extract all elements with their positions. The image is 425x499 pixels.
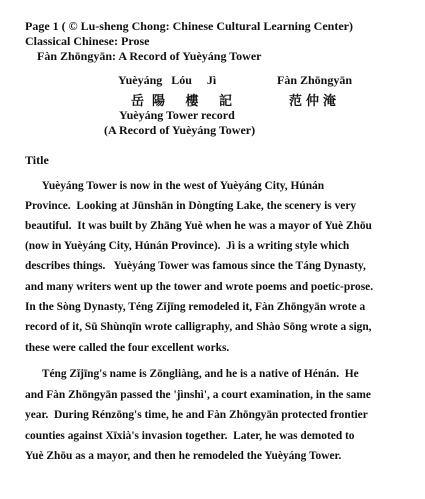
document-title: Fàn Zhōngyān: A Record of Yuèyáng Tower: [37, 49, 262, 63]
text-line: record of it, Sū Shùnqīn wrote calligraphy, and Shào Sōng wrote a sign,: [25, 321, 372, 333]
section-label: Title: [25, 153, 49, 167]
text-line: and many writers went up the tower and wrote poems and poetic-prose.: [25, 281, 374, 293]
text-line: Yuèyáng Tower is now in the west of Yuèyáng City, Húnán: [25, 180, 325, 192]
text-line: counties against Xīxià's invasion together. Later, he was demoted to: [25, 430, 355, 442]
chinese-title: 岳陽 樓 記: [131, 94, 241, 109]
text-line: beautiful. It was built by Zhāng Yuè when he was a mayor of Yuè Zhōu: [25, 220, 372, 232]
text-line: Téng Zǐjīng's name is Zōngliàng, and he is a native of Hénán. He: [25, 368, 359, 380]
category-line: Classical Chinese: Prose: [25, 34, 150, 48]
text-line: Province. Looking at Jūnshān in Dòngtíng Lake, the scenery is very: [25, 200, 357, 212]
chinese-author: 范仲淹: [289, 94, 341, 109]
text-line: (now in Yuèyáng City, Húnán Province). Jì is a writing style which: [25, 240, 350, 252]
text-line: In the Sòng Dynasty, Téng Zǐjīng remodeled it, Fàn Zhōngyān wrote a: [25, 301, 366, 313]
text-line: year. During Rénzōng's time, he and Fàn Zhōngyān protected frontier: [25, 409, 368, 421]
text-line: and Fàn Zhōngyān passed the 'jìnshì', a court examination, in the same: [25, 389, 371, 401]
pinyin-title: Yuèyáng Lóu Jì: [118, 73, 217, 87]
english-title: Yuèyáng Tower record: [119, 108, 235, 122]
english-subtitle: (A Record of Yuèyáng Tower): [104, 123, 256, 137]
page-number-copyright-line: Page 1 ( © Lu-sheng Chong: Chinese Cultural Learning Center): [25, 19, 353, 33]
text-line: Yuè Zhōu as a mayor, and then he remodeled the Yuèyáng Tower.: [25, 450, 342, 462]
text-line: these were called the four excellent works.: [25, 342, 230, 354]
text-line: describes things. Yuèyáng Tower was famous since the Táng Dynasty,: [25, 260, 366, 272]
pinyin-author: Fàn Zhōngyān: [277, 73, 353, 87]
